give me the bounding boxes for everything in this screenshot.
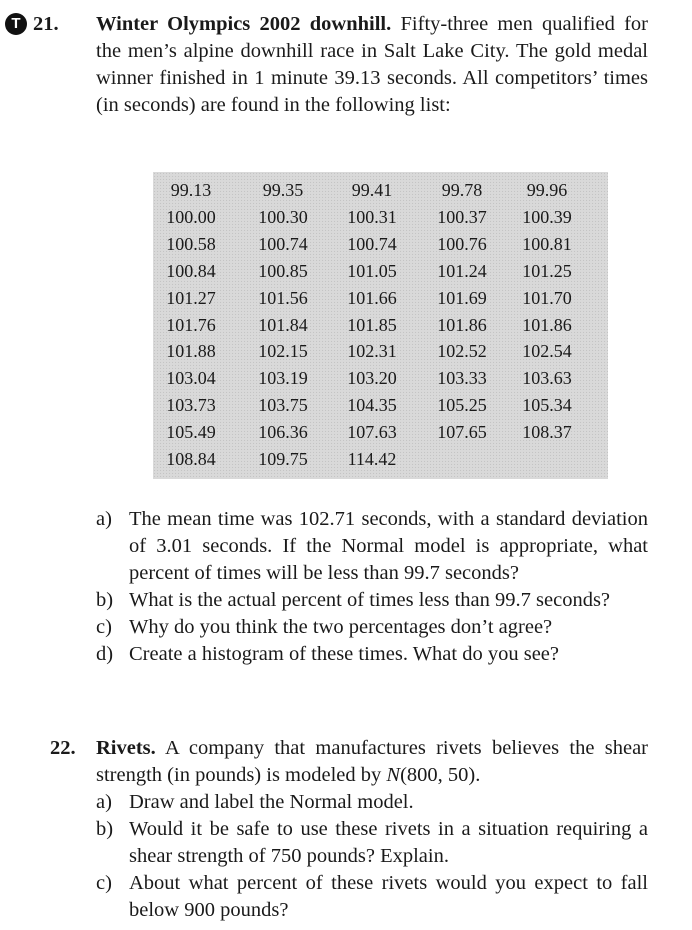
time-value: 105.25 <box>437 395 487 416</box>
time-value: 101.66 <box>347 287 397 308</box>
time-value: 107.63 <box>347 422 397 443</box>
time-value: 101.05 <box>347 260 397 281</box>
time-value: 101.86 <box>522 314 572 335</box>
times-table <box>153 172 608 479</box>
time-value: 101.76 <box>166 314 216 335</box>
time-value: 101.88 <box>166 341 216 362</box>
times-row <box>153 446 608 473</box>
time-value: 102.54 <box>522 341 572 362</box>
time-value: 114.42 <box>347 449 397 469</box>
problem-22-number: 22. <box>50 737 76 759</box>
time-value: 109.75 <box>258 449 308 469</box>
part-text: The mean time was 102.71 seconds, with a standard deviation of 3.01 seconds. If the Normal model is appropriate, what percent of times will be less than 99.7 seconds? <box>129 508 648 584</box>
time-value: 102.15 <box>258 341 308 362</box>
time-value: 100.81 <box>522 233 572 254</box>
time-value: 100.39 <box>522 206 572 227</box>
time-value: 100.31 <box>347 206 397 227</box>
times-row <box>153 419 608 446</box>
part-text: What is the actual percent of times less than 99.7 seconds? <box>129 589 611 611</box>
part-label: b) <box>96 589 114 611</box>
problem-21-part-a <box>96 506 648 587</box>
time-value: 101.84 <box>258 314 308 335</box>
problem-22-part-a <box>96 789 648 816</box>
times-row <box>153 365 608 392</box>
times-row <box>153 231 608 258</box>
problem-22-title: Rivets. <box>96 737 156 759</box>
time-value: 103.04 <box>166 368 216 389</box>
time-value: 103.20 <box>347 368 397 389</box>
time-value: 105.49 <box>166 422 216 443</box>
time-value: 101.25 <box>522 260 572 281</box>
time-value: 103.33 <box>437 368 487 389</box>
time-value: 101.69 <box>437 287 487 308</box>
time-value: 103.73 <box>166 395 216 416</box>
time-value: 106.36 <box>258 422 308 443</box>
time-value: 101.85 <box>347 314 397 335</box>
problem-21-part-b <box>96 587 648 614</box>
part-text: Draw and label the Normal model. <box>129 791 414 813</box>
time-value: 100.85 <box>258 260 308 281</box>
times-row <box>153 392 608 419</box>
problem-22-part-c <box>96 870 648 924</box>
problem-22-statement <box>96 735 648 789</box>
problem-22-parts <box>96 789 648 924</box>
time-value: 101.27 <box>166 287 216 308</box>
time-value: 103.75 <box>258 395 308 416</box>
problem-22-intro: A company that manufactures rivets believes the shear strength (in pounds) is modeled by <box>96 737 648 786</box>
problem-22-part-b <box>96 816 648 870</box>
technology-badge-icon: T <box>5 13 27 35</box>
part-label: c) <box>96 872 112 894</box>
time-value: 100.37 <box>437 206 487 227</box>
times-row <box>153 204 608 231</box>
times-row <box>153 258 608 285</box>
time-value: 100.84 <box>166 260 216 281</box>
problem-21-title: Winter Olympics 2002 downhill. <box>96 13 392 35</box>
part-label: c) <box>96 616 112 638</box>
problem-21-part-c <box>96 614 648 641</box>
time-value: 99.78 <box>441 180 483 200</box>
problem-21-part-d <box>96 641 648 668</box>
part-label: d) <box>96 643 114 665</box>
time-value: 103.19 <box>258 368 308 389</box>
time-value: 100.30 <box>258 206 308 227</box>
problem-21-parts <box>96 506 648 668</box>
times-row <box>153 312 608 339</box>
part-label: a) <box>96 791 112 813</box>
time-value: 102.52 <box>437 341 487 362</box>
part-text: Why do you think the two percentages don’t agree? <box>129 616 553 638</box>
time-value: 102.31 <box>347 341 397 362</box>
time-value: 105.34 <box>522 395 572 416</box>
part-label: a) <box>96 508 112 530</box>
time-value: 107.65 <box>437 422 487 443</box>
times-row <box>153 177 608 204</box>
part-text: Would it be safe to use these rivets in a situation requiring a shear strength of 750 pounds? Explain. <box>129 818 648 867</box>
time-value: 99.35 <box>262 180 304 200</box>
problem-21-statement <box>96 11 648 119</box>
times-row <box>153 285 608 312</box>
part-text: Create a histogram of these times. What do you see? <box>129 643 559 665</box>
time-value: 99.41 <box>351 180 393 200</box>
times-row <box>153 338 608 365</box>
time-value: 100.58 <box>166 233 216 254</box>
time-value: 103.63 <box>522 368 572 389</box>
normal-model-params: (800, 50). <box>400 764 481 786</box>
normal-model-letter: N <box>386 764 401 786</box>
time-value: 101.86 <box>437 314 487 335</box>
part-label: b) <box>96 818 114 840</box>
problem-21-intro: Fifty-three men qualified for the men’s alpine downhill race in Salt Lake City. The gold medal winner finished in 1 minute 39.13 seconds. All competitors’ times (in seconds) are found in the following list: <box>96 13 648 116</box>
time-value: 100.76 <box>437 233 487 254</box>
time-value: 108.84 <box>166 449 216 469</box>
time-value: 101.24 <box>437 260 487 281</box>
time-value: 101.70 <box>522 287 572 308</box>
problem-21-number: 21. <box>33 13 59 35</box>
time-value: 108.37 <box>522 422 572 443</box>
time-value: 100.74 <box>258 233 308 254</box>
time-value: 99.13 <box>170 180 212 200</box>
time-value: 100.74 <box>347 233 397 254</box>
time-value: 100.00 <box>166 206 216 227</box>
part-text: About what percent of these rivets would you expect to fall below 900 pounds? <box>129 872 648 921</box>
time-value: 101.56 <box>258 287 308 308</box>
time-value: 104.35 <box>347 395 397 416</box>
time-value: 99.96 <box>526 180 568 200</box>
